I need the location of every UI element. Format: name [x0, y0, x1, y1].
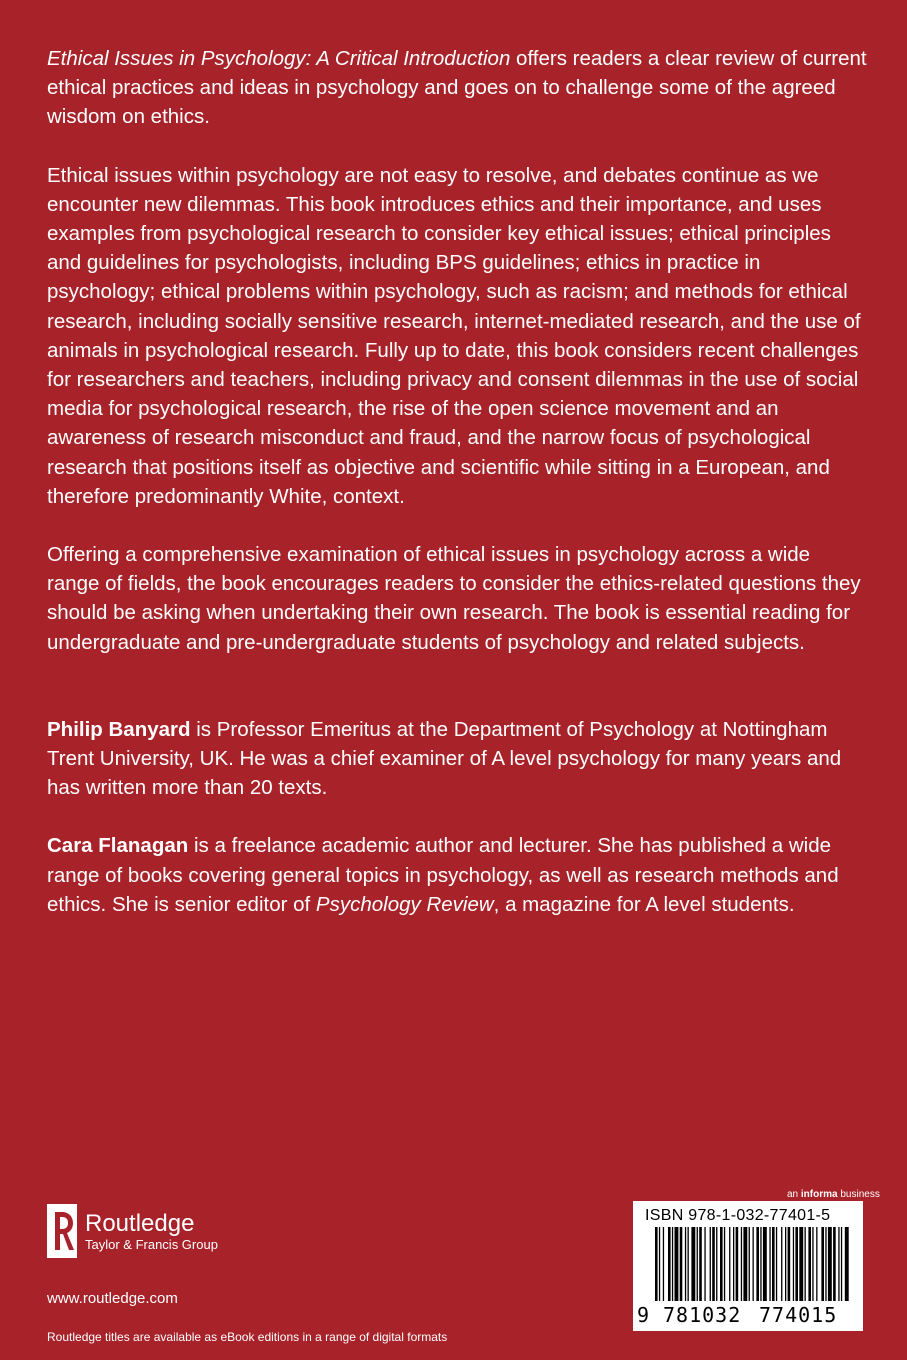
publisher-website[interactable]: www.routledge.com — [47, 1290, 178, 1307]
isbn-barcode — [633, 1201, 863, 1331]
magazine-title: Psychology Review — [315, 892, 494, 916]
ebook-footnote: Routledge titles are available as eBook editions in a range of digital formats — [47, 1330, 448, 1344]
barcode-digit-group-2: 774015 — [759, 1303, 838, 1327]
author-name-2: Cara Flanagan — [47, 834, 189, 858]
blurb-paragraph-1 — [47, 44, 867, 132]
informa-tagline: an informa business — [787, 1189, 880, 1200]
isbn-label: ISBN 978-1-032-77401-5 — [645, 1207, 831, 1224]
blurb-paragraph-3: Offering a comprehensive examination of ethical issues in psychology across a wide range of fields, the book encourages readers to consider the ethics-related questions they should be asking when undertaking their own research. The book is essential reading for undergraduate and pre-undergraduate students of psychology and related subjects. — [47, 543, 861, 654]
book-title: Ethical Issues in Psychology: A Critical Introduction — [47, 47, 511, 70]
blurb-paragraph-2: Ethical issues within psychology are not easy to resolve, and debates continue as we encounter new dilemmas. This book introduces ethics and their importance, and uses examples from psychological research to consider key ethical issues; ethical principles and guidelines for psychologists, including BPS guidelines; ethics in practice in psychology; ethical problems within psychology, such as racism; and methods for ethical research, including socially sensitive research, internet-mediated research, and the use of animals in psychological research. Fully up to date, this book considers recent challenges for researchers and teachers, including privacy and consent dilemmas in the use of social media for psychological research, the rise of the open science movement and an awareness of research misconduct and fraud, and the narrow focus of psychological research that positions itself as objective and scientific while sitting in a European, and therefore predominantly White, context. — [47, 163, 861, 508]
publisher-name: Routledge — [85, 1209, 195, 1237]
back-cover-text — [47, 44, 867, 919]
author-name-1: Philip Banyard — [47, 717, 191, 741]
publisher-logo — [47, 1204, 218, 1258]
author-bio-2 — [47, 831, 867, 919]
barcode-digit-first: 9 — [637, 1303, 650, 1327]
author-bio-2-text-a: is a freelance academic author and lecturer. She has published a wide range of books covering general topics in psychology, as well as research methods and ethics. She is senior editor of — [47, 834, 839, 916]
routledge-logo-icon — [47, 1204, 77, 1258]
barcode-digit-group-1: 781032 — [663, 1303, 742, 1327]
author-bio-1 — [47, 715, 867, 803]
author-bio-2-text-b: , a magazine for A level students. — [493, 892, 795, 916]
publisher-group: Taylor & Francis Group — [85, 1236, 218, 1252]
author-bio-1-text: is Professor Emeritus at the Department of Psychology at Nottingham Trent University, UK. He was a chief examiner of A level psychology for many years and has written more than 20 texts. — [47, 717, 842, 800]
barcode-digits — [633, 1301, 863, 1329]
informa-brand: informa — [800, 1189, 838, 1200]
blurb-paragraph-1-rest: offers readers a clear review of current ethical practices and ideas in psychology and goes on to challenge some of the agreed wisdom on ethics. — [47, 47, 867, 129]
